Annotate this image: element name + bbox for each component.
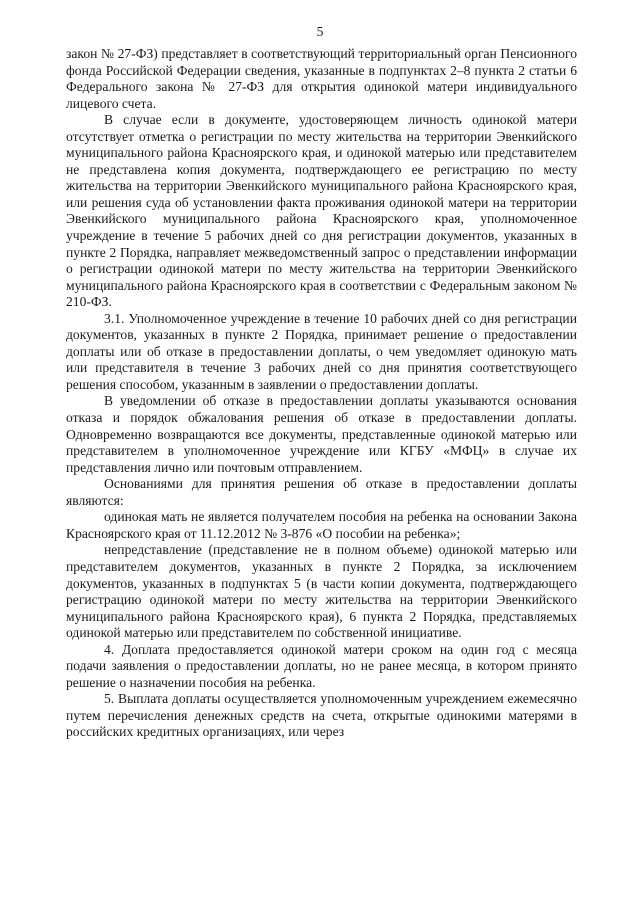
- paragraph-4: 4. Доплата предоставляется одинокой матери сроком на один год с месяца подачи заявления о предоставлении доплаты, но не ранее месяца, в котором принято решение о назначении пособия на ребенка.: [66, 641, 577, 690]
- paragraph-refusal-notice: В уведомлении об отказе в предоставлении доплаты указываются основания отказа и порядок обжалования решения об отказе в предоставлении доплаты. Одновременно возвращаются все документы, представленные одинокой матерью или представителем в уполномоченное учреждение или КГБУ «МФЦ» в случае их представления лично или почтовым отправлением.: [66, 393, 577, 475]
- paragraph-ground-1: одинокая мать не является получателем пособия на ребенка на основании Закона Красноярского края от 11.12.2012 № 3-876 «О пособии на ребенка»;: [66, 509, 577, 541]
- paragraph-5: 5. Выплата доплаты осуществляется уполномоченным учреждением ежемесячно путем перечисления денежных средств на счета, открытые одинокими матерями в российских кредитных организациях, или через: [66, 691, 577, 740]
- paragraph-2: В случае если в документе, удостоверяющем личность одинокой матери отсутствует отметка о регистрации по месту жительства на территории Эвенкийского муниципального района Красноярского края, и одинокой матерью или представителем не представлена копия документа, подтверждающего ее регистрацию по месту жительства на территории Эвенкийского муниципального района Красноярского края, или решения суда об установлении факта проживания одинокой матери на территории Эвенкийского муниципального района Красноярского края, уполномоченное учреждение в течение 5 рабочих дней со дня регистрации документов, указанных в пункте 2 Порядка, направляет межведомственный запрос о представлении информации о регистрации одинокой матери по месту жительства на территории Эвенкийского муниципального района Красноярского края в соответствии с Федеральным законом № 210-ФЗ.: [66, 112, 577, 310]
- paragraph-ground-2: непредставление (представление не в полном объеме) одинокой матерью или представителем документов, указанных в пункте 2 Порядка, за исключением документов, указанных в подпунктах 5 (в части копии документа, подтверждающего регистрацию одинокой матери по месту жительства на территории Эвенкийского муниципального района Красноярского края), 6 пункта 2 Порядка, представляемых одинокой матерью или представителем по собственной инициативе.: [66, 542, 577, 641]
- paragraph-1: закон № 27-ФЗ) представляет в соответствующий территориальный орган Пенсионного фонда Российской Федерации сведения, указанные в подпунктах 2–8 пункта 2 статьи 6 Федерального закона № 27-ФЗ для открытия одинокой матери индивидуального лицевого счета.: [66, 46, 577, 111]
- paragraph-refusal-grounds: Основаниями для принятия решения об отказе в предоставлении доплаты являются:: [66, 476, 577, 508]
- paragraph-3-1: 3.1. Уполномоченное учреждение в течение 10 рабочих дней со дня регистрации документов, указанных в пункте 2 Порядка, принимает решение о предоставлении доплаты или об отказе в предоставлении доплаты, о чем уведомляет одинокую мать или представителя в течение 3 рабочих дней со дня принятия соответствующего решения способом, указанным в заявлении о предоставлении доплаты.: [66, 310, 577, 392]
- document-body: [66, 46, 577, 741]
- page-number: 5: [316, 24, 324, 39]
